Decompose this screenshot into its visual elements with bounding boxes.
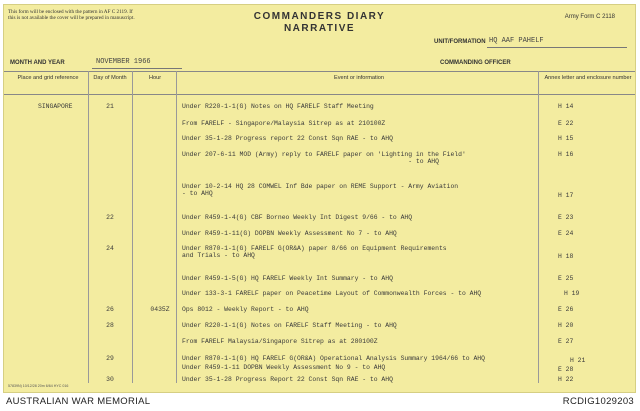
row-event: Ops 8012 - Weekly Report - to AHQ bbox=[182, 306, 309, 313]
row-annex: H 15 bbox=[558, 135, 574, 142]
printer-imprint: 57839N) 10/12/28 20m 6/64 HYC 016 bbox=[8, 384, 69, 388]
row-annex: H 18 bbox=[558, 253, 574, 260]
row-day: 24 bbox=[106, 245, 114, 252]
row-annex: E 23 bbox=[558, 214, 574, 221]
row-event: Under 35-1-28 Progress report 22 Const Sqn RAE - to AHQ bbox=[182, 135, 393, 142]
row-annex: E 22 bbox=[558, 120, 574, 127]
record-id: RCDIG1029203 bbox=[562, 396, 634, 407]
row-day: 22 bbox=[106, 214, 114, 221]
row-event: Under R220-1-1(G) Notes on HQ FARELF Staff Meeting bbox=[182, 103, 374, 110]
column-divider bbox=[132, 71, 133, 383]
commanding-officer-label: COMMANDING OFFICER bbox=[440, 60, 511, 66]
row-event: Under R870-1-1(G) FARELF G(OR&A) paper 8/66 on Equipment Requirements and Trials - to AHQ bbox=[182, 245, 447, 260]
row-event: Under R870-1-1(G) HQ FARELF G(OR&A) Operational Analysis Summary 1964/66 to AHQ bbox=[182, 355, 485, 362]
title-line-1: COMMANDERS DIARY bbox=[253, 11, 386, 22]
row-annex: H 14 bbox=[558, 103, 574, 110]
row-event: Under R459-1-4(G) CBF Borneo Weekly Int Digest 9/66 - to AHQ bbox=[182, 214, 413, 221]
row-annex: E 24 bbox=[558, 230, 574, 237]
row-event: Under R459-1-11(G) DOPBN Weekly Assessment No 7 - to AHQ bbox=[182, 230, 397, 237]
row-annex: E 25 bbox=[558, 275, 574, 282]
row-annex: H 22 bbox=[558, 376, 574, 383]
month-label: MONTH AND YEAR bbox=[10, 60, 65, 66]
column-divider bbox=[176, 71, 177, 383]
row-annex: E 26 bbox=[558, 306, 574, 313]
month-rule bbox=[92, 68, 182, 69]
row-day: 30 bbox=[106, 376, 114, 383]
column-divider bbox=[538, 71, 539, 383]
row-event: Under R459-1-11 DOPBN Weekly Assessment No 9 - to AHQ bbox=[182, 364, 386, 371]
row-day: 21 bbox=[106, 103, 114, 110]
row-hour: 0435Z bbox=[150, 306, 170, 313]
row-event: Under R459-1-5(G) HQ FARELF Weekly Int Summary - to AHQ bbox=[182, 275, 393, 282]
column-divider bbox=[88, 71, 89, 383]
col-head-annex: Annex letter and enclosure number bbox=[544, 75, 632, 81]
unit-label: UNIT/FORMATION bbox=[434, 39, 486, 45]
row-annex: E 28 bbox=[558, 366, 574, 373]
row-event: Under 10-2-14 HQ 28 COMWEL Inf Bde paper on REME Support - Army Aviation - to AHQ bbox=[182, 183, 459, 198]
army-form-number: Army Form C 2118 bbox=[564, 14, 615, 20]
month-value: NOVEMBER 1966 bbox=[96, 58, 151, 66]
unit-rule bbox=[487, 47, 627, 48]
row-event: Under 35-1-28 Progress Report 22 Const Sqn RAE - to AHQ bbox=[182, 376, 393, 383]
form-notice: This form will be enclosed with the pattern in AF C 2119. If this is not available the cover will be prepared in manuscript. bbox=[8, 9, 135, 22]
col-head-hour: Hour bbox=[148, 75, 162, 81]
row-event: Under 133-3-1 FARELF paper on Peacetime Layout of Commonwealth Forces - to AHQ bbox=[182, 290, 482, 297]
row-event: Under 207-6-11 MOD (Army) reply to FARELF paper on 'Lighting in the Field' - to AHQ bbox=[182, 151, 466, 166]
row-place: SINGAPORE bbox=[38, 103, 73, 110]
col-head-place: Place and grid reference bbox=[17, 75, 79, 81]
diary-page bbox=[3, 4, 636, 393]
row-day: 29 bbox=[106, 355, 114, 362]
unit-value: HQ AAF PAHELF bbox=[489, 37, 544, 45]
row-event: Under R220-1-1(G) Notes on FARELF Staff Meeting - to AHQ bbox=[182, 322, 397, 329]
row-annex: H 21 bbox=[570, 357, 586, 364]
row-day: 28 bbox=[106, 322, 114, 329]
col-head-day: Day of Month bbox=[93, 75, 127, 81]
row-annex: H 19 bbox=[564, 290, 580, 297]
form-title bbox=[4, 11, 635, 34]
header-bottom-rule bbox=[4, 94, 635, 95]
row-annex: H 16 bbox=[558, 151, 574, 158]
col-head-event: Event or information bbox=[333, 75, 385, 81]
row-annex: H 20 bbox=[558, 322, 574, 329]
row-event: From FARELF Malaysia/Singapore Sitrep as at 280100Z bbox=[182, 338, 378, 345]
table-top-rule bbox=[4, 71, 635, 72]
row-event: From FARELF - Singapore/Malaysia Sitrep as at 210100Z bbox=[182, 120, 386, 127]
archive-credit: AUSTRALIAN WAR MEMORIAL bbox=[6, 396, 151, 407]
row-day: 26 bbox=[106, 306, 114, 313]
title-line-2: NARRATIVE bbox=[283, 23, 356, 34]
row-annex: H 17 bbox=[558, 192, 574, 199]
row-annex: E 27 bbox=[558, 338, 574, 345]
